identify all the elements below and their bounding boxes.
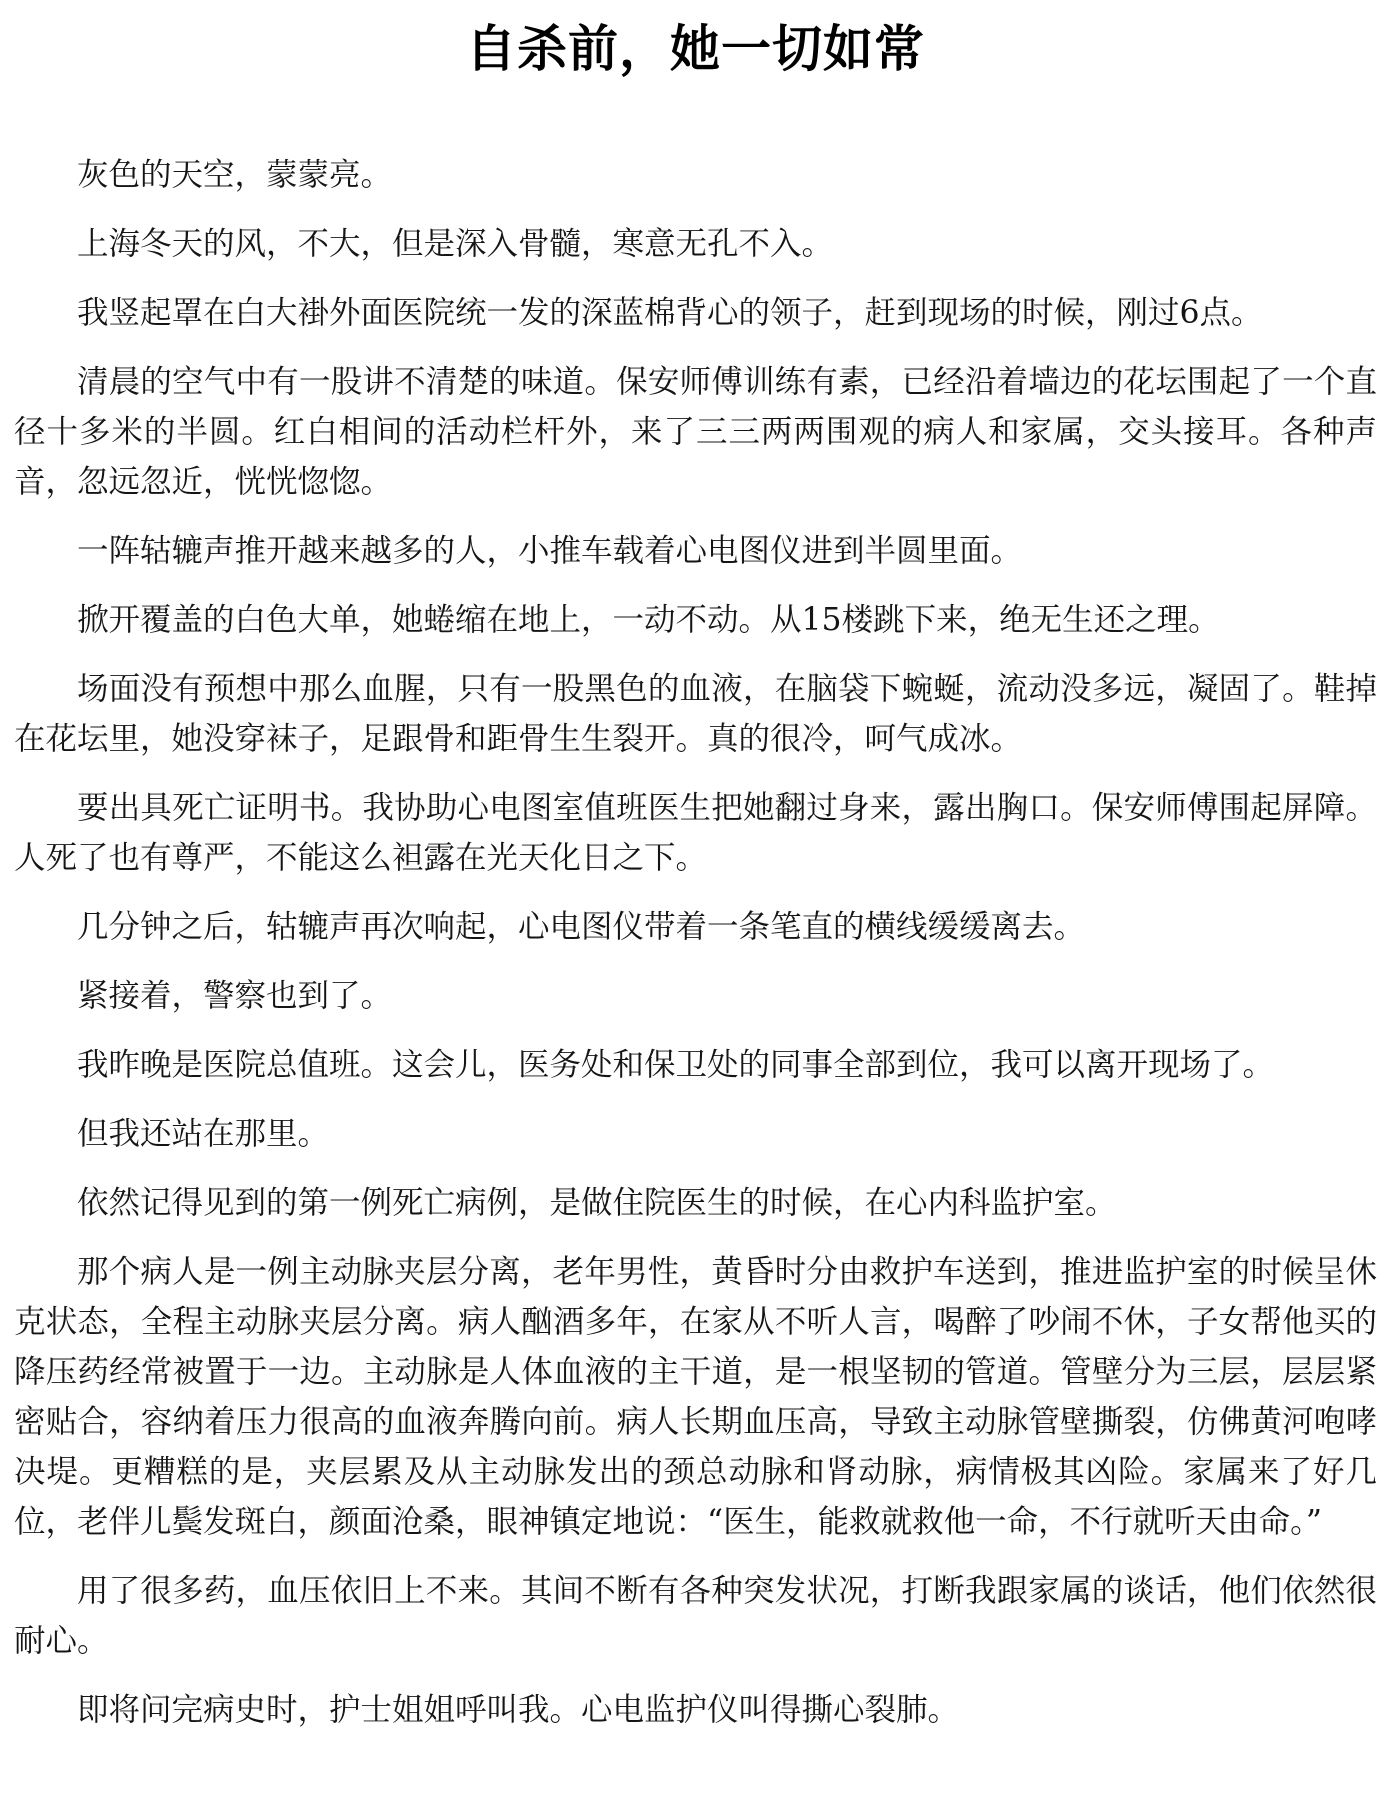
paragraph: 依然记得见到的第一例死亡病例，是做住院医生的时候，在心内科监护室。 — [77, 1185, 1117, 1221]
paragraph: 一阵轱辘声推开越来越多的人，小推车载着心电图仪进到半圆里面。 — [77, 533, 1023, 569]
paragraph: 那个病人是一例主动脉夹层分离，老年男性，黄昏时分由救护车送到，推进监护室的时候呈休克状态，全程主动脉夹层分离。病人酗酒多年，在家从不听人言，喝醉了吵闹不休，子女帮他买的降压药经常被置于一边。主动脉是人体血液的主干道，是一根坚韧的管道。管壁分为三层，层层紧密贴合，容纳着压力很高的血液奔腾向前。病人长期血压高，导致主动脉管壁撕裂，仿佛黄河咆哮决堤。更糟糕的是，夹层累及从主动脉发出的颈总动脉和肾动脉，病情极其凶险。家属来了好几位，老伴儿鬓发斑白，颜面沧桑，眼神镇定地说：“医生，能救就救他一命，不行就听天由命。” — [14, 1254, 1377, 1540]
article-body — [14, 150, 1377, 1735]
paragraph: 即将问完病史时，护士姐姐呼叫我。心电监护仪叫得撕心裂肺。 — [77, 1692, 960, 1728]
paragraph: 掀开覆盖的白色大单，她蜷缩在地上，一动不动。从15楼跳下来，绝无生还之理。 — [77, 602, 1220, 638]
paragraph: 但我还站在那里。 — [77, 1116, 330, 1152]
paragraph: 紧接着，警察也到了。 — [77, 978, 393, 1014]
paragraph: 要出具死亡证明书。我协助心电图室值班医生把她翻过身来，露出胸口。保安师傅围起屏障。人死了也有尊严，不能这么袒露在光天化日之下。 — [14, 790, 1377, 876]
paragraph: 几分钟之后，轱辘声再次响起，心电图仪带着一条笔直的横线缓缓离去。 — [77, 909, 1086, 945]
paragraph: 用了很多药，血压依旧上不来。其间不断有各种突发状况，打断我跟家属的谈话，他们依然很耐心。 — [14, 1573, 1377, 1659]
paragraph: 场面没有预想中那么血腥，只有一股黑色的血液，在脑袋下蜿蜒，流动没多远，凝固了。鞋掉在花坛里，她没穿袜子，足跟骨和距骨生生裂开。真的很冷，呵气成冰。 — [14, 671, 1377, 757]
paragraph: 灰色的天空，蒙蒙亮。 — [77, 157, 393, 193]
paragraph: 上海冬天的风，不大，但是深入骨髓，寒意无孔不入。 — [77, 226, 834, 262]
paragraph: 我竖起罩在白大褂外面医院统一发的深蓝棉背心的领子，赶到现场的时候，刚过6点。 — [77, 295, 1263, 331]
paragraph: 我昨晚是医院总值班。这会儿，医务处和保卫处的同事全部到位，我可以离开现场了。 — [77, 1047, 1275, 1083]
article-title: 自杀前，她一切如常 — [466, 20, 925, 78]
paragraph: 清晨的空气中有一股讲不清楚的味道。保安师傅训练有素，已经沿着墙边的花坛围起了一个直径十多米的半圆。红白相间的活动栏杆外，来了三三两两围观的病人和家属，交头接耳。各种声音，忽远忽近，恍恍惚惚。 — [14, 364, 1377, 500]
